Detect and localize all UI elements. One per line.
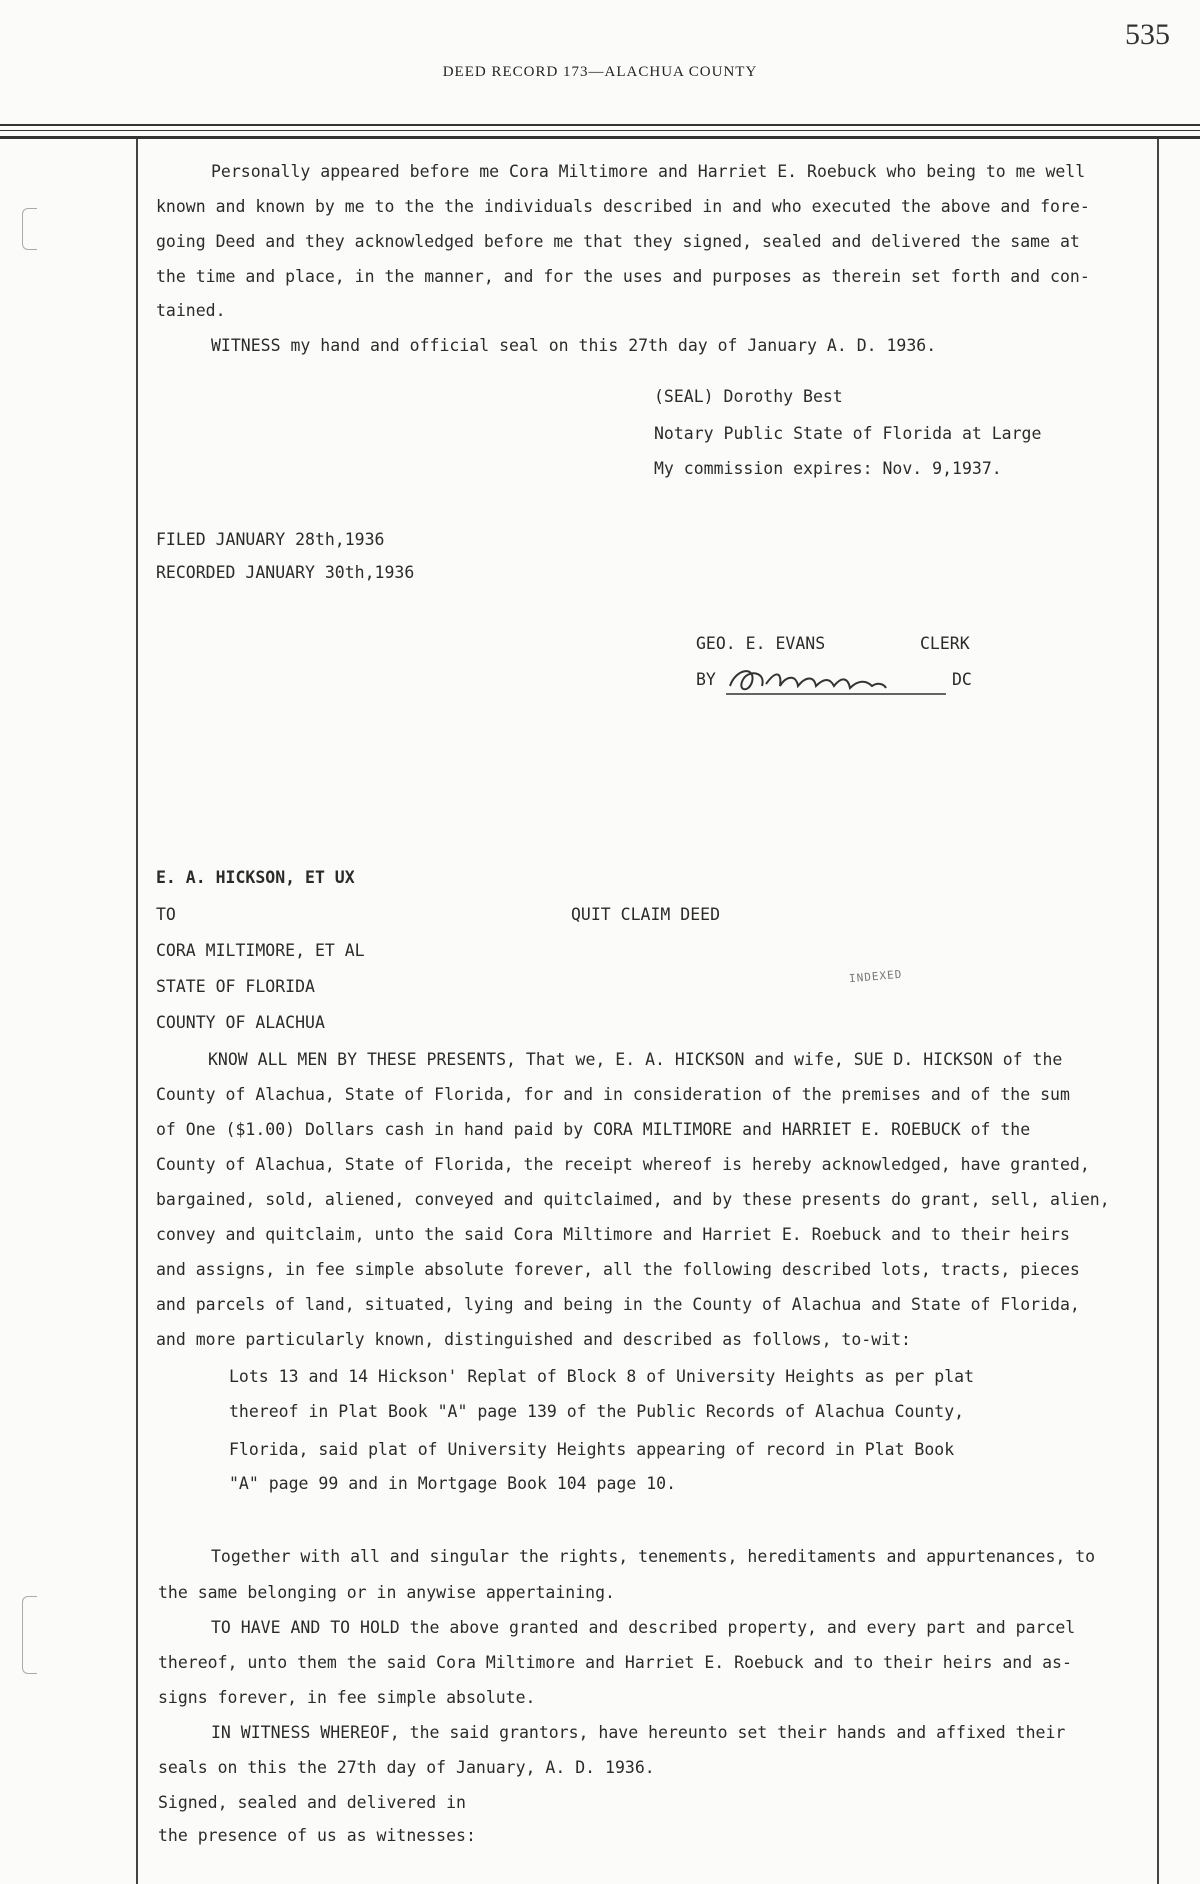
page-number: 535 [1125, 18, 1170, 51]
grantee-name: CORA MILTIMORE, ET AL [156, 941, 365, 960]
deed-body-line: County of Alachua, State of Florida, the receipt whereof is hereby acknowledged, have granted, [156, 1155, 1090, 1174]
acknowledgment-line: tained. [156, 301, 226, 320]
clerk-title: CLERK [920, 634, 970, 653]
deed-body-line: and more particularly known, distinguished and described as follows, to-wit: [156, 1330, 911, 1349]
deed-body-line: KNOW ALL MEN BY THESE PRESENTS, That we, E. A. HICKSON and wife, SUE D. HICKSON of the [208, 1050, 1063, 1069]
clerk-name: GEO. E. EVANS [696, 634, 826, 653]
in-witness-line: seals on this the 27th day of January, A. D. 1936. [158, 1758, 655, 1777]
habendum-line: Together with all and singular the rights, tenements, hereditaments and appurtenances, to [211, 1547, 1096, 1566]
notary-title-line: Notary Public State of Florida at Large [654, 424, 1042, 443]
attestation-line: the presence of us as witnesses: [158, 1826, 476, 1845]
record-header-title: DEED RECORD 173—ALACHUA COUNTY [442, 64, 758, 80]
deed-body-line: and parcels of land, situated, lying and being in the County of Alachua and State of Florida, [156, 1295, 1080, 1314]
deed-body-line: and assigns, in fee simple absolute forever, all the following described lots, tracts, pieces [156, 1260, 1080, 1279]
habendum-line: TO HAVE AND TO HOLD the above granted and described property, and every part and parcel [211, 1618, 1076, 1637]
acknowledgment-line: the time and place, in the manner, and for the uses and purposes as therein set forth and con- [156, 267, 1090, 286]
deed-type: QUIT CLAIM DEED [571, 905, 721, 924]
habendum-line: the same belonging or in anywise appertaining. [158, 1583, 615, 1602]
county-line: COUNTY OF ALACHUA [156, 1013, 325, 1032]
habendum-line: signs forever, in fee simple absolute. [158, 1688, 536, 1707]
header-rule-top [0, 124, 1200, 126]
attestation-line: Signed, sealed and delivered in [158, 1793, 466, 1812]
deed-body-line: County of Alachua, State of Florida, for and in consideration of the premises and of the sum [156, 1085, 1070, 1104]
margin-bracket-mark [22, 1596, 37, 1674]
clerk-dc-label: DC [952, 670, 972, 689]
header-rule-middle [0, 130, 1200, 131]
filed-date: FILED JANUARY 28th,1936 [156, 530, 385, 549]
margin-bracket-mark [22, 208, 37, 250]
state-line: STATE OF FLORIDA [156, 977, 315, 996]
clerk-signature [726, 664, 951, 700]
acknowledgment-line: Personally appeared before me Cora Miltimore and Harriet E. Roebuck who being to me well [211, 162, 1086, 181]
deed-body-line: convey and quitclaim, unto the said Cora Miltimore and Harriet E. Roebuck and to their heirs [156, 1225, 1070, 1244]
deed-body-line: of One ($1.00) Dollars cash in hand paid by CORA MILTIMORE and HARRIET E. ROEBUCK of the [156, 1120, 1031, 1139]
acknowledgment-line: known and known by me to the the individuals described in and who executed the above and fore- [156, 197, 1090, 216]
in-witness-line: IN WITNESS WHEREOF, the said grantors, have hereunto set their hands and affixed their [211, 1723, 1066, 1742]
indexed-stamp: INDEXED [848, 967, 903, 986]
notary-commission-line: My commission expires: Nov. 9,1937. [654, 459, 1002, 478]
left-margin-line [136, 139, 138, 1884]
clerk-by-label: BY [696, 670, 716, 689]
to-label: TO [156, 905, 176, 924]
right-margin-line [1157, 139, 1159, 1884]
legal-description-line: "A" page 99 and in Mortgage Book 104 page 10. [229, 1474, 677, 1493]
legal-description-line: thereof in Plat Book "A" page 139 of the Public Records of Alachua County, [229, 1402, 965, 1421]
witness-line: WITNESS my hand and official seal on this 27th day of January A. D. 1936. [211, 336, 937, 355]
deed-body-line: bargained, sold, aliened, conveyed and quitclaimed, and by these presents do grant, sell, alien, [156, 1190, 1110, 1209]
habendum-line: thereof, unto them the said Cora Miltimore and Harriet E. Roebuck and to their heirs and as- [158, 1653, 1072, 1672]
notary-seal-line: (SEAL) Dorothy Best [654, 387, 843, 406]
legal-description-line: Florida, said plat of University Heights appearing of record in Plat Book [229, 1440, 955, 1459]
header-rule-bottom [0, 136, 1200, 139]
grantor-name: E. A. HICKSON, ET UX [156, 868, 355, 887]
legal-description-line: Lots 13 and 14 Hickson' Replat of Block 8 of University Heights as per plat [229, 1367, 975, 1386]
acknowledgment-line: going Deed and they acknowledged before me that they signed, sealed and delivered the same at [156, 232, 1080, 251]
recorded-date: RECORDED JANUARY 30th,1936 [156, 563, 415, 582]
